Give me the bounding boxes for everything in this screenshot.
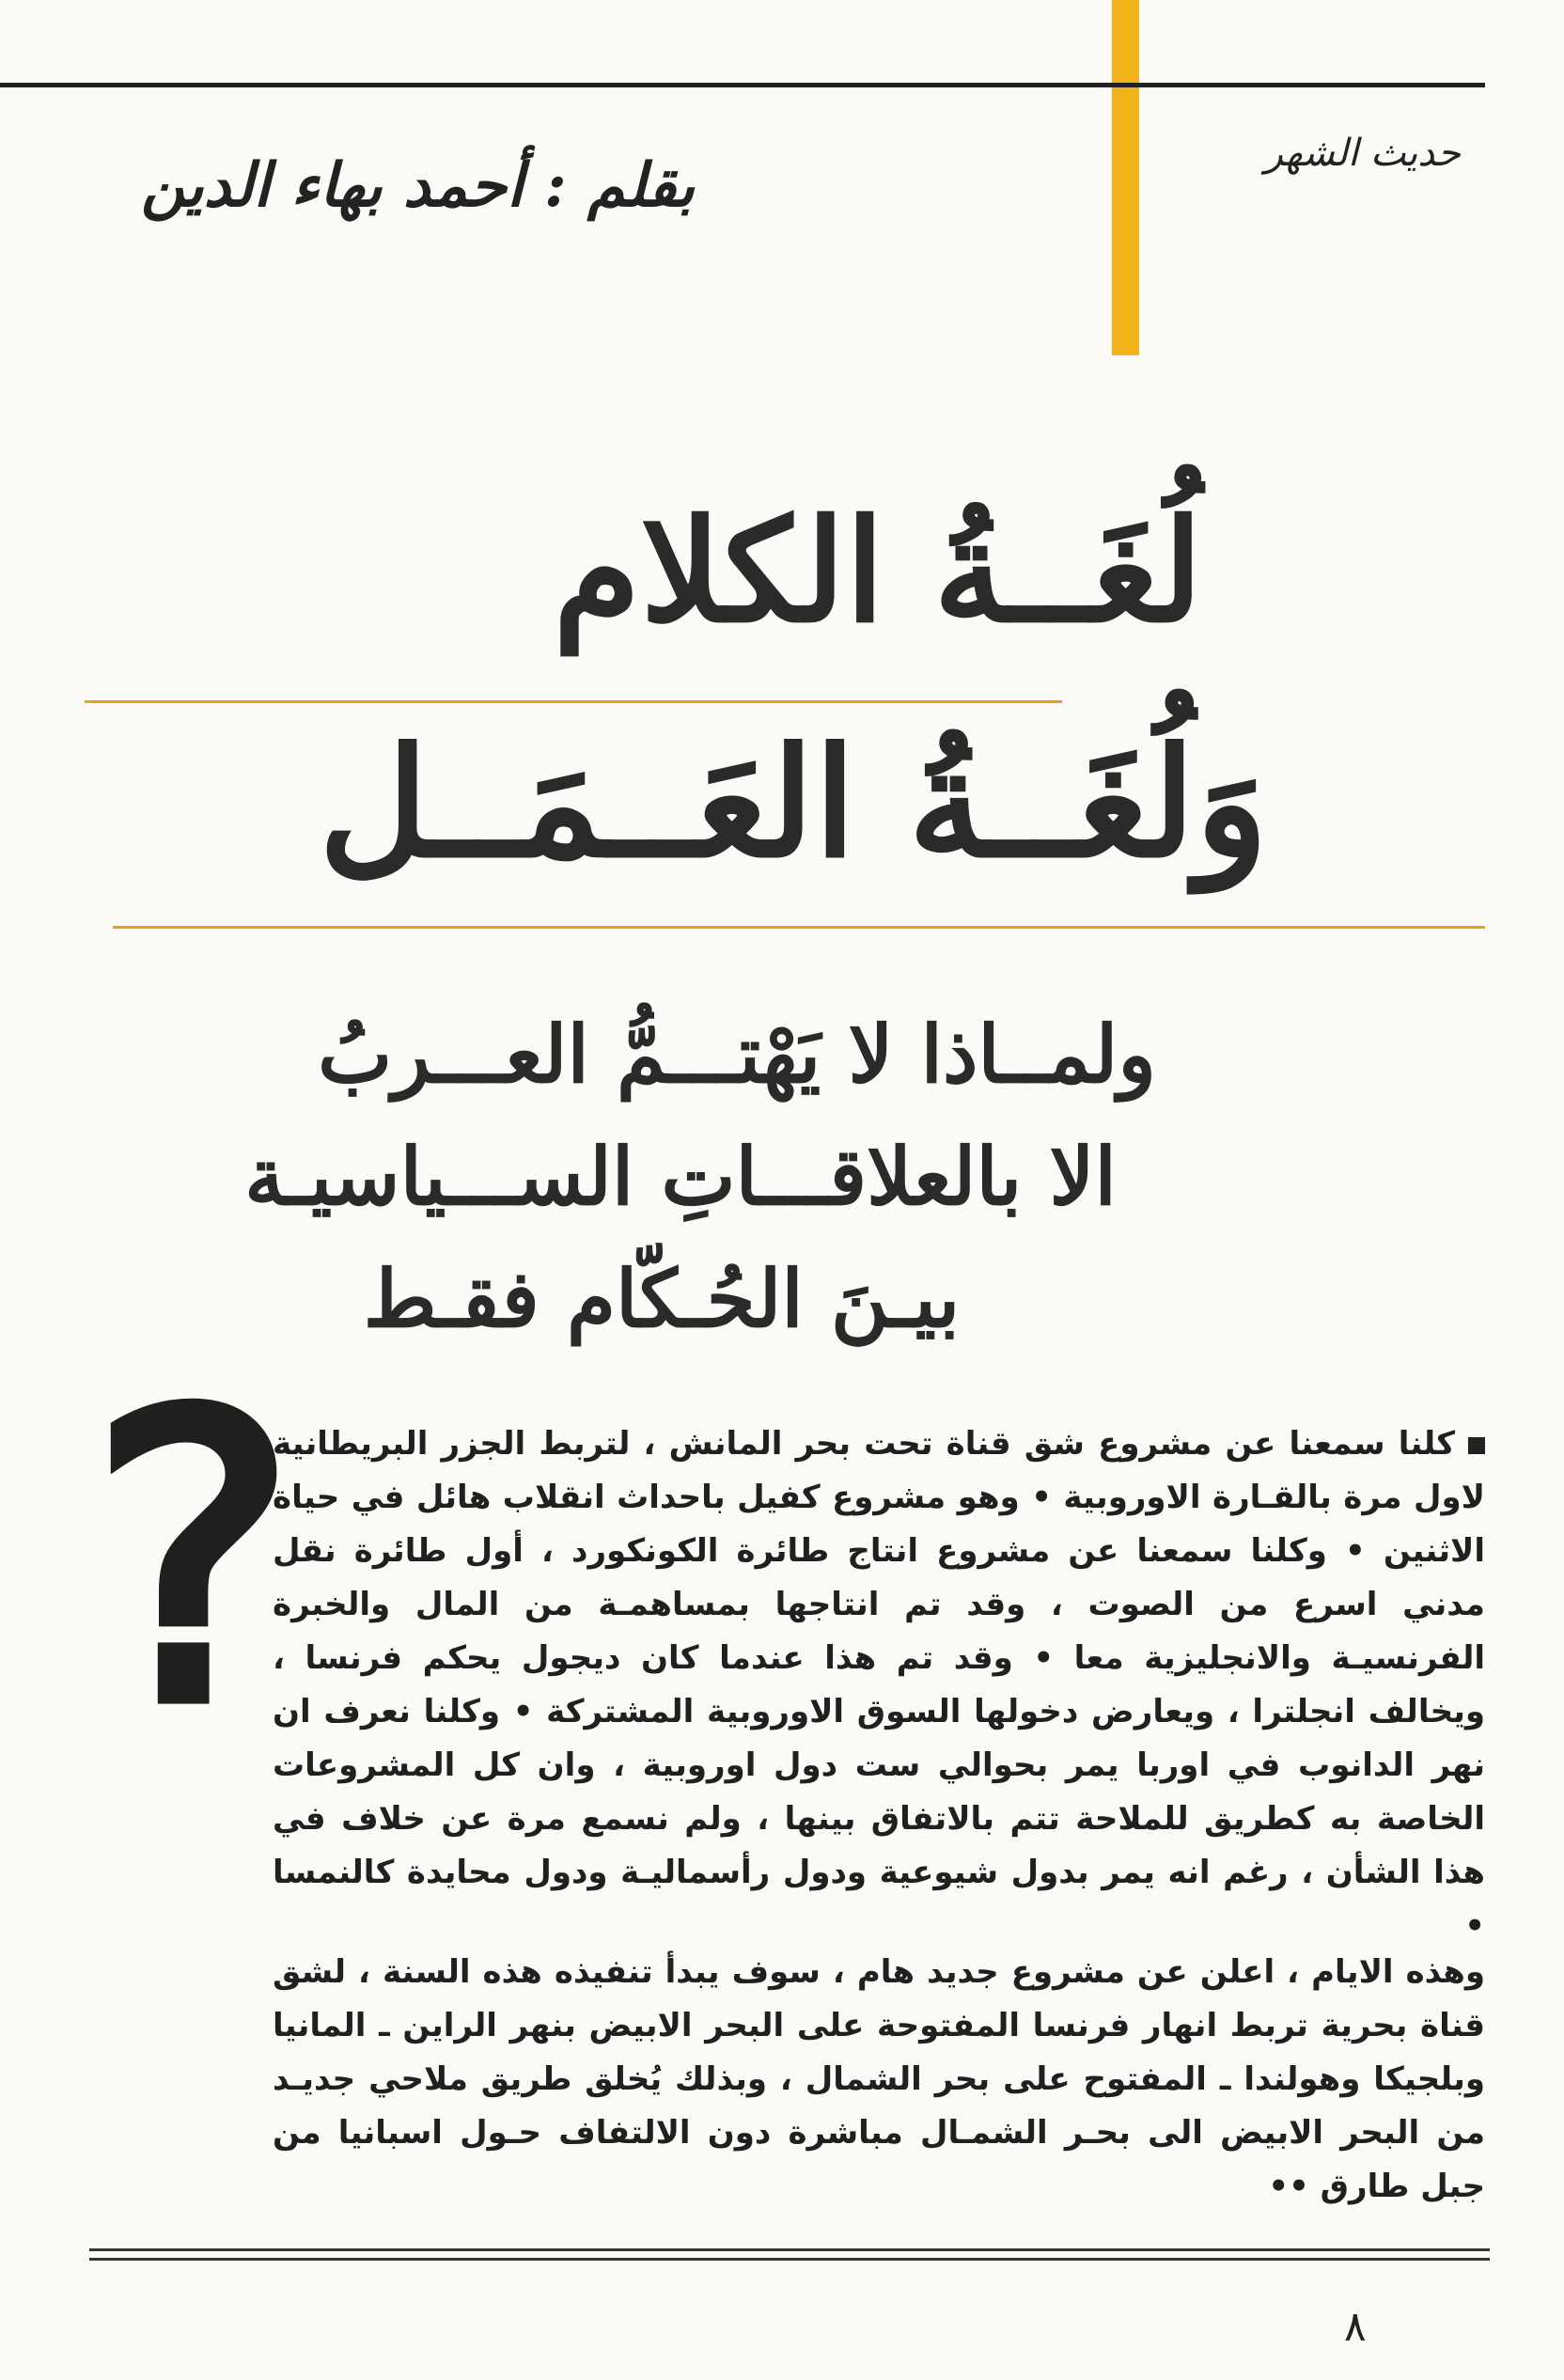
page-number: ٨: [1344, 2303, 1367, 2351]
author-byline: بقلم : أحمد بهاء الدين: [141, 150, 695, 221]
headline-line-1: لُغَــةُ الكلام: [553, 489, 1203, 654]
body-paragraph-2: وهذه الايام ، اعلن عن مشروع جديد هام ، سوف يبدأ تنفيذه هذه السنة ، لشق قناة بحرية تربط انهار فرنسا المفتوحة على البحر الابيض بنهر الراين ـ المانيا وبلجيكا وهولندا ـ المفتوح على بحر الشمال ، وبذلك يُخلق طريق ملاحي جديـد من البحر الابيض الى بحـر الشمـال مباشرة دون الالتفاف حـول اسبانيا من جبل طارق ••: [273, 1953, 1485, 2205]
subheadline-line-2: الا بالعلاقـــاتِ الســـياسيـة: [244, 1130, 1117, 1223]
body-paragraph-1-text: كلنا سمعنا عن مشروع شق قناة تحت بحر المانش ، لتربط الجزر البريطانية لاول مرة بالقـارة الاوروبية • وهو مشروع كفيل باحداث انقلاب هائل في حياة الاثنين • وكلنا سمعنا عن مشروع انتاج طائرة الكونكورد ، أول طائرة نقل مدني اسرع من الصوت ، وقد تم انتاجها بمساهمـة من المال والخبرة الفرنسيـة والانجليزية معا • وقد تم هذا عندما كان ديجول يحكم فرنسا ، ويخالف انجلترا ، ويعارض دخولها السوق الاوروبية المشتركة • وكلنا نعرف ان نهر الدانوب في اوربا يمر بحوالي ست دول اوروبية ، وان كل المشروعات الخاصة به كطريق للملاحة تتم بالاتفاق بينها ، ولم نسمع مرة عن خلاف في هذا الشأن ، رغم انه يمر بدول شيوعية ودول رأسماليـة ودول محايدة كالنمسا •: [273, 1425, 1485, 1945]
orange-accent-bar: [1112, 0, 1139, 355]
body-paragraph-1: [273, 1417, 1485, 1953]
bottom-rule-2: [89, 2258, 1490, 2261]
headline-divider-2: [113, 926, 1485, 929]
subheadline-line-1: ولمــاذا لا يَهْتـــمُّ العـــربُ: [318, 1008, 1156, 1101]
section-label: حديث الشهر: [1264, 132, 1461, 175]
headline-divider-1: [85, 700, 1062, 703]
subheadline-line-3: بيـنَ الحُـكّام فقـط: [363, 1252, 961, 1345]
top-rule: [0, 83, 1485, 87]
bottom-rule-1: [89, 2248, 1490, 2251]
question-mark-graphic: ؟: [89, 1328, 299, 1792]
headline-line-2: وَلُغَــةُ العَــمَــل: [319, 714, 1268, 891]
paragraph-bullet-icon: [1468, 1437, 1485, 1454]
